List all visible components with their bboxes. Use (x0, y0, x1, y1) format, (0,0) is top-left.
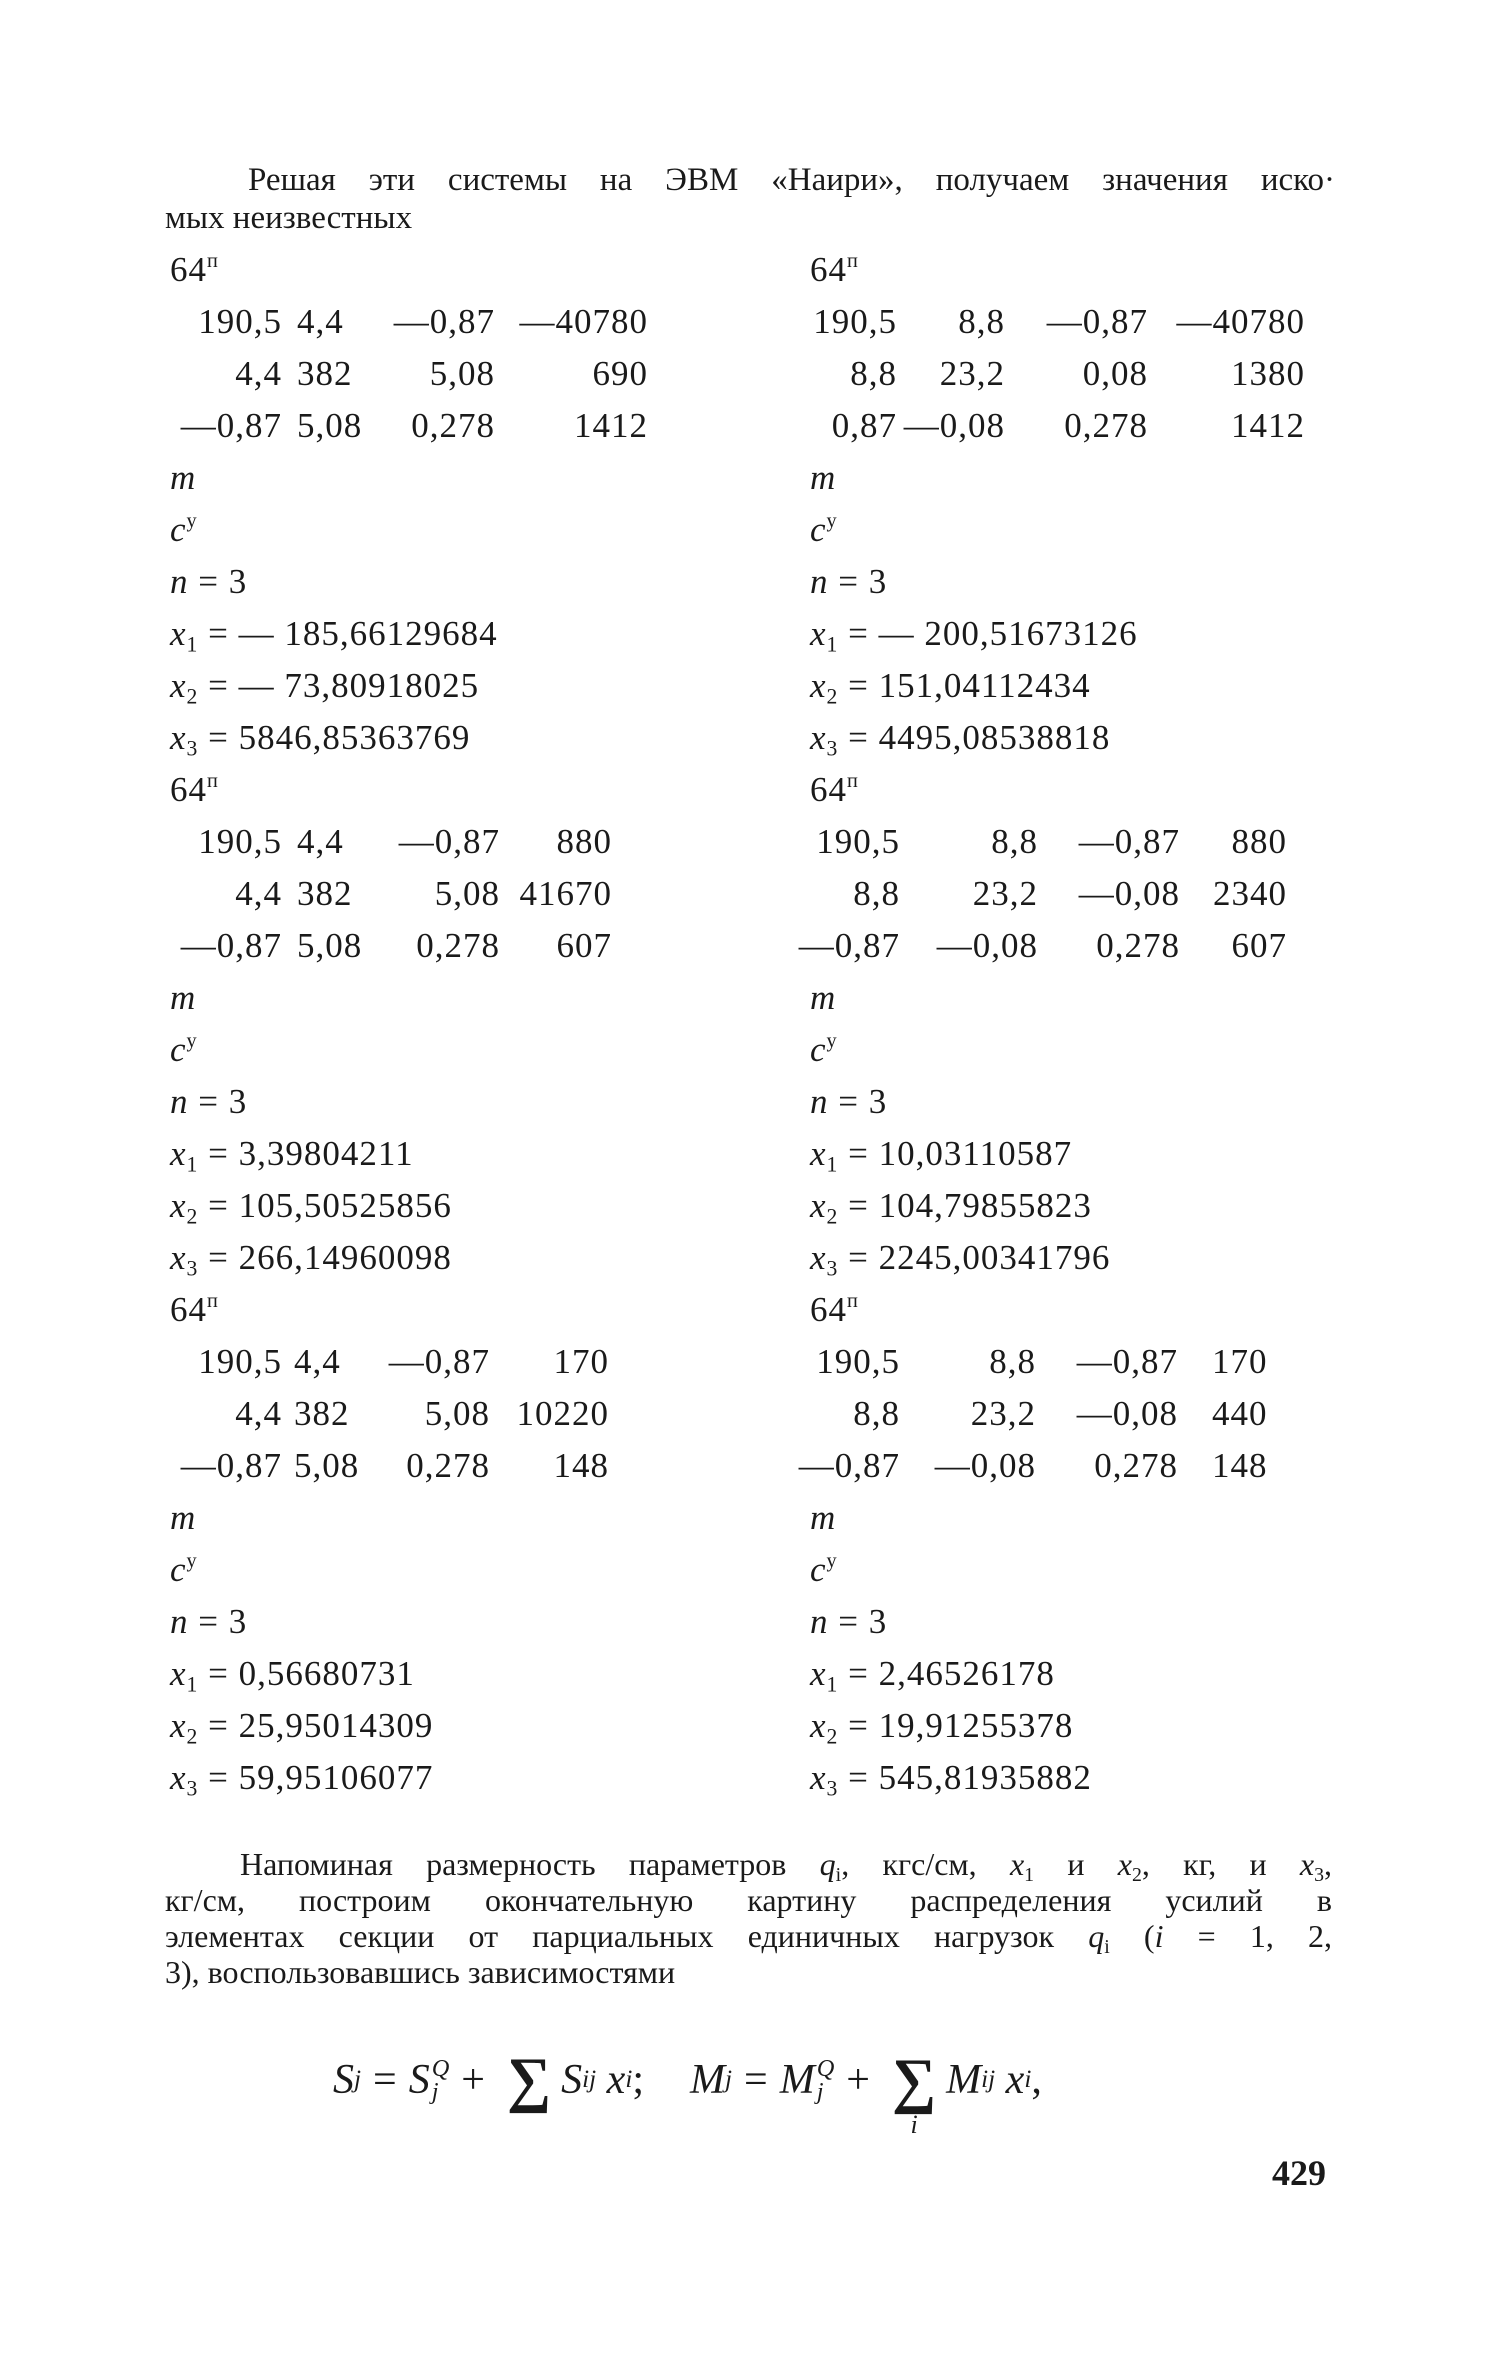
matrix-cell: —0,87 (1076, 1342, 1178, 1381)
formula-symbol: x (1005, 2057, 1025, 2103)
result-var: x (810, 1238, 827, 1277)
mode-symbol: c (170, 1550, 187, 1589)
count-value: = 3 (838, 562, 888, 601)
result-line (170, 1180, 730, 1232)
method-symbol: m (170, 978, 197, 1017)
result-value: = 2245,00341796 (848, 1238, 1111, 1277)
matrix-cell: 8,8 (989, 1342, 1036, 1381)
formula-operator: = (373, 2057, 397, 2103)
result-value: = — 73,80918025 (208, 666, 480, 705)
result-var: x (810, 1134, 827, 1173)
matrix-cell: 148 (1212, 1446, 1268, 1485)
formula-supsub (816, 2054, 835, 2105)
matrix-cell: 4,4 (235, 874, 282, 913)
matrix-cell: 607 (556, 926, 612, 965)
matrix-cell: 190,5 (198, 822, 282, 861)
matrix-row (170, 348, 730, 400)
matrix-cell: —0,87 (388, 1342, 490, 1381)
header-number: 64 (810, 1290, 847, 1329)
method-symbol: m (170, 1498, 197, 1537)
paragraph-line (240, 1846, 1333, 1886)
matrix-cell: 190,5 (813, 302, 897, 341)
sum-sign: ∑ (891, 2047, 937, 2115)
text-run: , кг, и (1141, 1846, 1300, 1882)
matrix-cell: 5,08 (297, 926, 363, 965)
result-line (170, 1752, 730, 1804)
matrix-cell: —0,08 (1076, 1394, 1178, 1433)
result-line (170, 1232, 730, 1284)
mode-symbol: c (170, 1030, 187, 1069)
text-run: , (1324, 1846, 1333, 1882)
matrix-cell: 880 (556, 822, 612, 861)
formula-symbol: M (779, 2057, 815, 2103)
block-header (170, 764, 730, 816)
result-value: = 105,50525856 (208, 1186, 452, 1225)
result-line (170, 660, 730, 712)
result-line (170, 1648, 730, 1700)
header-number: 64 (810, 250, 847, 289)
result-var: x (170, 614, 187, 653)
count-symbol: n (170, 1602, 189, 1641)
formula-sub: j (431, 2078, 439, 2105)
result-value: = — 200,51673126 (848, 614, 1138, 653)
matrix-cell: 190,5 (198, 302, 282, 341)
result-var: x (810, 1654, 827, 1693)
result-line (170, 1700, 730, 1752)
matrix-cell: 41670 (519, 874, 612, 913)
matrix-row (170, 400, 730, 452)
matrix-cell: —40780 (519, 302, 648, 341)
mode-line (810, 1024, 1410, 1076)
matrix-cell: —0,87 (1078, 822, 1180, 861)
matrix-cell: 5,08 (294, 1446, 360, 1485)
result-sub: 1 (826, 632, 839, 657)
matrix-row (810, 296, 1410, 348)
matrix-cell: —0,08 (903, 406, 1005, 445)
result-var: x (170, 1654, 187, 1693)
result-line (810, 1128, 1410, 1180)
matrix-cell: 170 (553, 1342, 609, 1381)
param-symbol: q (1088, 1918, 1105, 1954)
block-header (810, 764, 1410, 816)
method-line (170, 452, 730, 504)
result-value: = 0,56680731 (208, 1654, 415, 1693)
equation-count (170, 1076, 730, 1128)
param-symbol: q (819, 1846, 836, 1882)
formula-symbol: M (946, 2057, 982, 2103)
result-sub: 1 (826, 1152, 839, 1177)
result-value: = 3,39804211 (208, 1134, 414, 1173)
matrix-cell: —0,87 (393, 302, 495, 341)
result-var: x (170, 1238, 187, 1277)
var-sub: 3 (1314, 1863, 1325, 1886)
mode-symbol: c (810, 510, 827, 549)
matrix-cell: —40780 (1176, 302, 1305, 341)
result-line (810, 1232, 1410, 1284)
formula-symbol: S (333, 2057, 354, 2103)
result-var: x (810, 718, 827, 757)
result-value: = 5846,85363769 (208, 718, 471, 757)
param-sub: i (835, 1863, 842, 1886)
mode-superscript: у (826, 1029, 838, 1052)
sum-sign: ∑ (506, 2046, 552, 2114)
sum-index: i (910, 2110, 918, 2139)
matrix-cell: 0,87 (831, 406, 897, 445)
result-sub: 3 (826, 1776, 839, 1801)
result-line (810, 608, 1410, 660)
matrix-cell: 5,08 (434, 874, 500, 913)
header-superscript: п (847, 1289, 859, 1312)
mode-symbol: c (810, 1550, 827, 1589)
header-number: 64 (170, 770, 207, 809)
result-sub: 1 (186, 1672, 199, 1697)
result-line (810, 712, 1410, 764)
result-value: = 545,81935882 (848, 1758, 1092, 1797)
matrix-cell: 170 (1212, 1342, 1268, 1381)
formula-sup: Q (431, 2054, 450, 2082)
matrix-cell: —0,87 (180, 406, 282, 445)
paragraph-line: 3), воспользовавшись зависимостями (165, 1954, 676, 1990)
method-symbol: m (810, 978, 837, 1017)
matrix-cell: 8,8 (853, 874, 900, 913)
matrix-row (170, 1440, 730, 1492)
formula-supsub (431, 2054, 450, 2105)
header-superscript: п (847, 769, 859, 792)
block-header (810, 1284, 1410, 1336)
count-symbol: n (170, 1082, 189, 1121)
matrix-cell: —0,87 (180, 1446, 282, 1485)
formula-symbol: M (690, 2057, 725, 2103)
matrix-cell: 23,2 (972, 874, 1038, 913)
mode-superscript: у (186, 509, 198, 532)
formula-sub: j (816, 2078, 824, 2105)
result-value: = 104,79855823 (848, 1186, 1092, 1225)
var-symbol: x (1117, 1846, 1132, 1882)
count-symbol: n (810, 1082, 829, 1121)
mode-line (170, 1024, 730, 1076)
matrix-row (170, 1388, 730, 1440)
paragraph-line (165, 1918, 1333, 1958)
solution-block (810, 244, 1410, 764)
result-value: = 2,46526178 (848, 1654, 1055, 1693)
result-sub: 3 (826, 1256, 839, 1281)
matrix-row (798, 1440, 1410, 1492)
result-sub: 3 (186, 1256, 199, 1281)
matrix-cell: 440 (1212, 1394, 1268, 1433)
result-sub: 3 (826, 736, 839, 761)
count-value: = 3 (198, 1082, 248, 1121)
mode-line (810, 1544, 1410, 1596)
matrix-cell: —0,08 (936, 926, 1038, 965)
result-var: x (810, 1706, 827, 1745)
left-column (170, 244, 730, 1804)
result-line (810, 1648, 1410, 1700)
block-header (810, 244, 1410, 296)
mode-line (170, 504, 730, 556)
matrix-row (810, 868, 1410, 920)
method-symbol: m (170, 458, 197, 497)
matrix-cell: 4,4 (294, 1342, 341, 1381)
matrix-cell: 8,8 (991, 822, 1038, 861)
count-value: = 3 (198, 562, 248, 601)
mode-symbol: c (810, 1030, 827, 1069)
matrix-cell: 5,08 (424, 1394, 490, 1433)
matrix-cell: 23,2 (939, 354, 1005, 393)
equation-count (170, 1596, 730, 1648)
equation-count (170, 556, 730, 608)
intro-line-1: Решая эти системы на ЭВМ «Наири», получаем значения иско· (248, 162, 1335, 198)
index-symbol: i (1154, 1918, 1164, 1954)
block-header (170, 1284, 730, 1336)
matrix-cell: 382 (294, 1394, 350, 1433)
right-column (798, 244, 1410, 1804)
matrix-cell: 4,4 (235, 1394, 282, 1433)
header-superscript: п (847, 249, 859, 272)
method-line (810, 972, 1410, 1024)
matrix-cell: 0,278 (406, 1446, 490, 1485)
matrix-row (810, 1388, 1410, 1440)
matrix-cell: —0,08 (1078, 874, 1180, 913)
result-value: = 59,95106077 (208, 1758, 434, 1797)
matrix-cell: 0,278 (1064, 406, 1148, 445)
formula-operator: + (461, 2057, 485, 2103)
method-line (810, 452, 1410, 504)
result-value: = 4495,08538818 (848, 718, 1111, 757)
var-sub: 1 (1024, 1863, 1035, 1886)
method-symbol: m (810, 458, 837, 497)
matrix-cell: 1380 (1231, 354, 1305, 393)
intro-line-2: мых неизвестных (165, 200, 413, 236)
matrix-cell: 0,278 (416, 926, 500, 965)
matrix-cell: 1412 (1231, 406, 1305, 445)
equation-count (810, 1076, 1410, 1128)
result-sub: 2 (186, 684, 199, 709)
var-sub: 2 (1131, 1863, 1142, 1886)
result-line (170, 712, 730, 764)
result-sub: 1 (186, 1152, 199, 1177)
matrix-cell: 4,4 (297, 822, 344, 861)
matrix-row (170, 816, 730, 868)
matrix-row (798, 920, 1410, 972)
solution-block (798, 764, 1410, 1284)
equation-count (810, 1596, 1410, 1648)
matrix-cell: 190,5 (816, 822, 900, 861)
formula-sup: Q (816, 2054, 835, 2082)
mode-superscript: у (186, 1029, 198, 1052)
matrix-cell: 1412 (574, 406, 648, 445)
mode-superscript: у (826, 1549, 838, 1572)
formula-symbol: S (408, 2057, 430, 2103)
result-sub: 1 (826, 1672, 839, 1697)
result-sub: 2 (186, 1204, 199, 1229)
var-symbol: x (1009, 1846, 1025, 1882)
paragraph-line: кг/см, построим окончательную картину распределения усилий в (165, 1882, 1332, 1918)
text-run: , кгс/см, (841, 1846, 1010, 1882)
matrix-row (170, 920, 730, 972)
matrix-cell: 0,278 (1094, 1446, 1178, 1485)
matrix-cell: 10220 (516, 1394, 609, 1433)
result-line (810, 660, 1410, 712)
mode-line (810, 504, 1410, 556)
matrix-cell: 382 (297, 874, 353, 913)
result-value: = 10,03110587 (848, 1134, 1073, 1173)
matrix-row (170, 868, 730, 920)
count-value: = 3 (838, 1082, 888, 1121)
matrix-row (170, 1336, 730, 1388)
result-sub: 2 (826, 1204, 839, 1229)
matrix-row (810, 1336, 1410, 1388)
matrix-cell: 148 (553, 1446, 609, 1485)
count-symbol: n (170, 562, 189, 601)
matrix-cell: —0,08 (934, 1446, 1036, 1485)
count-symbol: n (810, 1602, 829, 1641)
formula-symbol: S (561, 2057, 583, 2103)
formula: S j = S Q j + ∑ S ij x i ; M j = M Q j + ∑ i M ij x i , (333, 2046, 1042, 2139)
result-sub: 2 (186, 1724, 199, 1749)
header-superscript: п (207, 769, 219, 792)
matrix-cell: 607 (1231, 926, 1287, 965)
result-value: = 19,91255378 (848, 1706, 1074, 1745)
result-line (810, 1700, 1410, 1752)
method-line (170, 972, 730, 1024)
matrix-cell: 5,08 (297, 406, 363, 445)
header-number: 64 (810, 770, 847, 809)
count-value: = 3 (198, 1602, 248, 1641)
matrix-cell: 4,4 (235, 354, 282, 393)
formula-separator: ; (632, 2057, 644, 2103)
header-number: 64 (170, 1290, 207, 1329)
result-var: x (810, 666, 827, 705)
matrix-cell: 0,08 (1082, 354, 1148, 393)
result-var: x (170, 718, 187, 757)
result-sub: 2 (826, 1724, 839, 1749)
block-header (170, 244, 730, 296)
result-var: x (810, 1758, 827, 1797)
matrix-cell: 0,278 (1096, 926, 1180, 965)
method-line (810, 1492, 1410, 1544)
text-run: ( (1109, 1918, 1155, 1954)
count-value: = 3 (838, 1602, 888, 1641)
matrix-cell: 0,278 (411, 406, 495, 445)
text-run: = 1, 2, (1163, 1918, 1333, 1954)
matrix-cell: 190,5 (198, 1342, 282, 1381)
result-var: x (170, 1186, 187, 1225)
header-superscript: п (207, 249, 219, 272)
formula-separator: , (1031, 2057, 1042, 2103)
method-line (170, 1492, 730, 1544)
matrix-cell: —0,87 (180, 926, 282, 965)
matrix-row (810, 400, 1410, 452)
matrix-cell: 382 (297, 354, 353, 393)
equation-count (810, 556, 1410, 608)
result-sub: 1 (186, 632, 199, 657)
solution-block (798, 1284, 1410, 1804)
mode-superscript: у (826, 509, 838, 532)
result-var: x (170, 1758, 187, 1797)
text-run: и (1034, 1846, 1118, 1882)
result-value: = 266,14960098 (208, 1238, 452, 1277)
mode-line (170, 1544, 730, 1596)
page-number: 429 (1272, 2153, 1326, 2193)
matrix-cell: 8,8 (958, 302, 1005, 341)
header-number: 64 (170, 250, 207, 289)
result-sub: 2 (826, 684, 839, 709)
matrix-cell: 23,2 (970, 1394, 1036, 1433)
result-var: x (170, 1134, 187, 1173)
result-sub: 3 (186, 736, 199, 761)
mode-symbol: c (170, 510, 187, 549)
matrix-cell: 8,8 (853, 1394, 900, 1433)
matrix-cell: 4,4 (297, 302, 344, 341)
result-value: = 25,95014309 (208, 1706, 434, 1745)
matrix-cell: 5,08 (429, 354, 495, 393)
result-line (810, 1752, 1410, 1804)
header-superscript: п (207, 1289, 219, 1312)
result-line (170, 1128, 730, 1180)
matrix-cell: —0,87 (1046, 302, 1148, 341)
matrix-row (810, 348, 1410, 400)
mode-superscript: у (186, 1549, 198, 1572)
count-symbol: n (810, 562, 829, 601)
result-value: = 151,04112434 (848, 666, 1091, 705)
result-var: x (810, 614, 827, 653)
solution-block (170, 764, 730, 1284)
text-run: Напоминая размерность параметров (240, 1846, 820, 1882)
matrix-cell: 2340 (1213, 874, 1287, 913)
formula-operator: = (744, 2057, 768, 2103)
sum-with-index (891, 2047, 937, 2139)
matrix-cell: 880 (1231, 822, 1287, 861)
solution-block (170, 244, 730, 764)
formula-symbol: x (606, 2057, 626, 2103)
matrix-cell: —0,87 (398, 822, 500, 861)
result-line (810, 1180, 1410, 1232)
solution-block (170, 1284, 730, 1804)
matrix-row (170, 296, 730, 348)
matrix-cell: 8,8 (850, 354, 897, 393)
param-sub: i (1104, 1935, 1110, 1958)
var-symbol: x (1299, 1846, 1315, 1882)
result-value: = — 185,66129684 (208, 614, 498, 653)
matrix-cell: 690 (592, 354, 648, 393)
matrix-cell: —0,87 (798, 926, 900, 965)
matrix-cell: —0,87 (798, 1446, 900, 1485)
matrix-cell: 190,5 (816, 1342, 900, 1381)
result-line (170, 608, 730, 660)
matrix-row (810, 816, 1410, 868)
result-var: x (170, 1706, 187, 1745)
result-var: x (170, 666, 187, 705)
text-run: элементах секции от парциальных единичных нагрузок (165, 1918, 1089, 1954)
method-symbol: m (810, 1498, 837, 1537)
result-sub: 3 (186, 1776, 199, 1801)
formula-operator: + (846, 2057, 870, 2103)
result-var: x (810, 1186, 827, 1225)
